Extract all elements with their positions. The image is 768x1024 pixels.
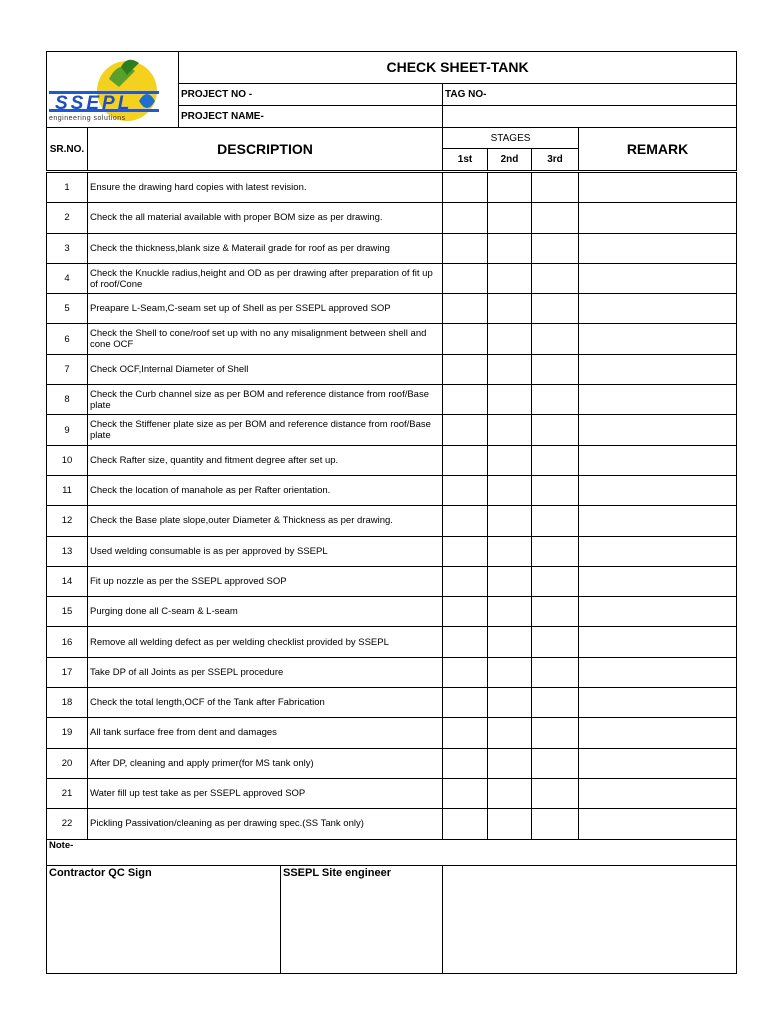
- stage-2-cell[interactable]: [488, 536, 532, 566]
- row-number: 9: [47, 415, 88, 445]
- remark-cell[interactable]: [579, 475, 737, 505]
- stage-2-cell[interactable]: [488, 263, 532, 293]
- stage-1-cell[interactable]: [443, 688, 488, 718]
- logo-wordmark: SSEPL: [55, 92, 133, 114]
- row-number: 12: [47, 506, 88, 536]
- stage-3-cell[interactable]: [532, 536, 579, 566]
- row-description: Purging done all C-seam & L-seam: [88, 597, 443, 627]
- remark-cell[interactable]: [579, 718, 737, 748]
- row-number: 20: [47, 748, 88, 778]
- stage-2-cell[interactable]: [488, 597, 532, 627]
- stage-3-cell[interactable]: [532, 324, 579, 354]
- stage-1-cell[interactable]: [443, 385, 488, 415]
- stage-1-cell[interactable]: [443, 415, 488, 445]
- row-description: After DP, cleaning and apply primer(for MS tank only): [88, 748, 443, 778]
- remark-cell[interactable]: [579, 294, 737, 324]
- row-description: Water fill up test take as per SSEPL approved SOP: [88, 778, 443, 808]
- row-description: Pickling Passivation/cleaning as per drawing spec.(SS Tank only): [88, 809, 443, 839]
- stage-2-cell[interactable]: [488, 506, 532, 536]
- remark-cell[interactable]: [579, 203, 737, 233]
- check-sheet: [46, 51, 736, 974]
- table-row: [47, 506, 737, 536]
- row-number: 18: [47, 688, 88, 718]
- stage-1-cell[interactable]: [443, 809, 488, 839]
- remark-cell[interactable]: [579, 809, 737, 839]
- stage-2-cell[interactable]: [488, 415, 532, 445]
- stage-1-cell[interactable]: [443, 748, 488, 778]
- stage-3-cell[interactable]: [532, 627, 579, 657]
- row-number: 10: [47, 445, 88, 475]
- stage-1-cell[interactable]: [443, 536, 488, 566]
- table-row: [47, 294, 737, 324]
- logo-cell: [47, 52, 179, 128]
- table-row: [47, 203, 737, 233]
- stage-3-cell[interactable]: [532, 385, 579, 415]
- stage-3-cell[interactable]: [532, 173, 579, 203]
- stage-1-cell[interactable]: [443, 263, 488, 293]
- stage-1-cell[interactable]: [443, 445, 488, 475]
- table-row: [47, 718, 737, 748]
- remark-cell[interactable]: [579, 324, 737, 354]
- remark-cell[interactable]: [579, 536, 737, 566]
- stage-2-header: 2nd: [488, 149, 532, 171]
- stage-1-cell[interactable]: [443, 294, 488, 324]
- stage-1-cell[interactable]: [443, 324, 488, 354]
- check-sheet-table: [46, 51, 737, 974]
- stage-3-cell[interactable]: [532, 718, 579, 748]
- row-number: 16: [47, 627, 88, 657]
- row-description: Check the thickness,blank size & Materail grade for roof as per drawing: [88, 233, 443, 263]
- remark-cell[interactable]: [579, 354, 737, 384]
- stage-2-cell[interactable]: [488, 718, 532, 748]
- table-row: [47, 445, 737, 475]
- contractor-qc-sign-box[interactable]: Contractor QC Sign: [47, 865, 281, 973]
- stage-1-cell[interactable]: [443, 597, 488, 627]
- row-description: Take DP of all Joints as per SSEPL procedure: [88, 657, 443, 687]
- row-description: Check the Knuckle radius,height and OD as per drawing after preparation of fit up of roof/Cone: [88, 263, 443, 293]
- stage-2-cell[interactable]: [488, 566, 532, 596]
- stage-3-cell[interactable]: [532, 778, 579, 808]
- stage-3-cell[interactable]: [532, 475, 579, 505]
- project-no-label: PROJECT NO -: [179, 84, 443, 106]
- description-header: DESCRIPTION: [88, 128, 443, 171]
- table-row: [47, 657, 737, 687]
- row-description: Check OCF,Internal Diameter of Shell: [88, 354, 443, 384]
- stage-2-cell[interactable]: [488, 688, 532, 718]
- table-row: [47, 809, 737, 839]
- stage-3-header: 3rd: [532, 149, 579, 171]
- row-number: 17: [47, 657, 88, 687]
- table-row: [47, 385, 737, 415]
- stage-1-cell[interactable]: [443, 627, 488, 657]
- stage-2-cell[interactable]: [488, 475, 532, 505]
- stage-2-cell[interactable]: [488, 657, 532, 687]
- row-description: Remove all welding defect as per welding checklist provided by SSEPL: [88, 627, 443, 657]
- remark-cell[interactable]: [579, 263, 737, 293]
- row-description: Used welding consumable is as per approved by SSEPL: [88, 536, 443, 566]
- row-description: Check the location of manahole as per Rafter orientation.: [88, 475, 443, 505]
- stage-3-cell[interactable]: [532, 294, 579, 324]
- project-name-label: PROJECT NAME-: [179, 106, 443, 128]
- stage-2-cell[interactable]: [488, 445, 532, 475]
- page-title: CHECK SHEET-TANK: [179, 52, 737, 84]
- table-row: [47, 263, 737, 293]
- stage-3-cell[interactable]: [532, 415, 579, 445]
- tag-no-label: TAG NO-: [443, 84, 737, 106]
- row-number: 4: [47, 263, 88, 293]
- stage-3-cell[interactable]: [532, 233, 579, 263]
- project-name-value[interactable]: [443, 106, 737, 128]
- table-row: [47, 354, 737, 384]
- logo-graphic: [47, 57, 177, 123]
- remark-cell[interactable]: [579, 657, 737, 687]
- site-engineer-sign-box[interactable]: SSEPL Site engineer: [281, 865, 443, 973]
- signature-row: [47, 865, 737, 973]
- stage-2-cell[interactable]: [488, 173, 532, 203]
- remark-cell[interactable]: [579, 173, 737, 203]
- remark-cell[interactable]: [579, 688, 737, 718]
- remark-cell[interactable]: [579, 627, 737, 657]
- stage-1-cell[interactable]: [443, 203, 488, 233]
- remark-cell[interactable]: [579, 233, 737, 263]
- note-row: [47, 839, 737, 865]
- stage-2-cell[interactable]: [488, 748, 532, 778]
- row-description: Check the Base plate slope,outer Diameter & Thickness as per drawing.: [88, 506, 443, 536]
- table-row: [47, 415, 737, 445]
- stage-1-cell[interactable]: [443, 566, 488, 596]
- stage-1-cell[interactable]: [443, 718, 488, 748]
- ssepl-logo: [47, 57, 177, 123]
- row-description: Check the Curb channel size as per BOM and reference distance from roof/Base plate: [88, 385, 443, 415]
- row-number: 13: [47, 536, 88, 566]
- stage-2-cell[interactable]: [488, 627, 532, 657]
- table-row: [47, 475, 737, 505]
- table-row: [47, 748, 737, 778]
- stage-2-cell[interactable]: [488, 294, 532, 324]
- row-description: Preapare L-Seam,C-seam set up of Shell as per SSEPL approved SOP: [88, 294, 443, 324]
- stage-1-cell[interactable]: [443, 233, 488, 263]
- stage-1-cell[interactable]: [443, 354, 488, 384]
- table-row: [47, 688, 737, 718]
- table-row: [47, 778, 737, 808]
- row-description: All tank surface free from dent and damages: [88, 718, 443, 748]
- row-number: 11: [47, 475, 88, 505]
- row-number: 6: [47, 324, 88, 354]
- stage-1-cell[interactable]: [443, 778, 488, 808]
- row-number: 2: [47, 203, 88, 233]
- stage-1-cell[interactable]: [443, 657, 488, 687]
- row-description: Ensure the drawing hard copies with latest revision.: [88, 173, 443, 203]
- row-number: 15: [47, 597, 88, 627]
- row-number: 19: [47, 718, 88, 748]
- stage-2-cell[interactable]: [488, 203, 532, 233]
- table-row: [47, 173, 737, 203]
- signature-blank-box[interactable]: [443, 865, 737, 973]
- stage-3-cell[interactable]: [532, 657, 579, 687]
- stage-2-cell[interactable]: [488, 233, 532, 263]
- stage-3-cell[interactable]: [532, 445, 579, 475]
- remark-cell[interactable]: [579, 566, 737, 596]
- remark-cell[interactable]: [579, 445, 737, 475]
- stage-2-cell[interactable]: [488, 385, 532, 415]
- stage-3-cell[interactable]: [532, 597, 579, 627]
- row-number: 22: [47, 809, 88, 839]
- stage-3-cell[interactable]: [532, 506, 579, 536]
- stage-3-cell[interactable]: [532, 263, 579, 293]
- stages-header: STAGES: [443, 128, 579, 149]
- note-label[interactable]: Note-: [47, 839, 737, 865]
- remark-cell[interactable]: [579, 597, 737, 627]
- stage-1-header: 1st: [443, 149, 488, 171]
- stage-1-cell[interactable]: [443, 173, 488, 203]
- stage-3-cell[interactable]: [532, 203, 579, 233]
- stage-3-cell[interactable]: [532, 688, 579, 718]
- row-number: 21: [47, 778, 88, 808]
- row-description: Check the Stiffener plate size as per BOM and reference distance from roof/Base plate: [88, 415, 443, 445]
- row-number: 7: [47, 354, 88, 384]
- row-description: Check Rafter size, quantity and fitment degree after set up.: [88, 445, 443, 475]
- table-row: [47, 627, 737, 657]
- row-number: 14: [47, 566, 88, 596]
- row-number: 8: [47, 385, 88, 415]
- remark-header: REMARK: [579, 128, 737, 171]
- stage-3-cell[interactable]: [532, 748, 579, 778]
- table-row: [47, 536, 737, 566]
- table-row: [47, 233, 737, 263]
- remark-cell[interactable]: [579, 506, 737, 536]
- stage-3-cell[interactable]: [532, 354, 579, 384]
- row-description: Fit up nozzle as per the SSEPL approved SOP: [88, 566, 443, 596]
- stage-1-cell[interactable]: [443, 475, 488, 505]
- sr-no-header: SR.NO.: [47, 128, 88, 171]
- stage-2-cell[interactable]: [488, 354, 532, 384]
- row-description: Check the total length,OCF of the Tank after Fabrication: [88, 688, 443, 718]
- stage-1-cell[interactable]: [443, 506, 488, 536]
- remark-cell[interactable]: [579, 385, 737, 415]
- remark-cell[interactable]: [579, 748, 737, 778]
- stage-3-cell[interactable]: [532, 809, 579, 839]
- logo-tagline: engineering solutions: [49, 114, 126, 122]
- remark-cell[interactable]: [579, 415, 737, 445]
- row-number: 3: [47, 233, 88, 263]
- table-row: [47, 597, 737, 627]
- row-number: 5: [47, 294, 88, 324]
- table-row: [47, 566, 737, 596]
- stage-2-cell[interactable]: [488, 809, 532, 839]
- stage-2-cell[interactable]: [488, 778, 532, 808]
- table-row: [47, 324, 737, 354]
- remark-cell[interactable]: [579, 778, 737, 808]
- row-description: Check the Shell to cone/roof set up with no any misalignment between shell and cone OCF: [88, 324, 443, 354]
- stage-3-cell[interactable]: [532, 566, 579, 596]
- row-description: Check the all material available with proper BOM size as per drawing.: [88, 203, 443, 233]
- stage-2-cell[interactable]: [488, 324, 532, 354]
- row-number: 1: [47, 173, 88, 203]
